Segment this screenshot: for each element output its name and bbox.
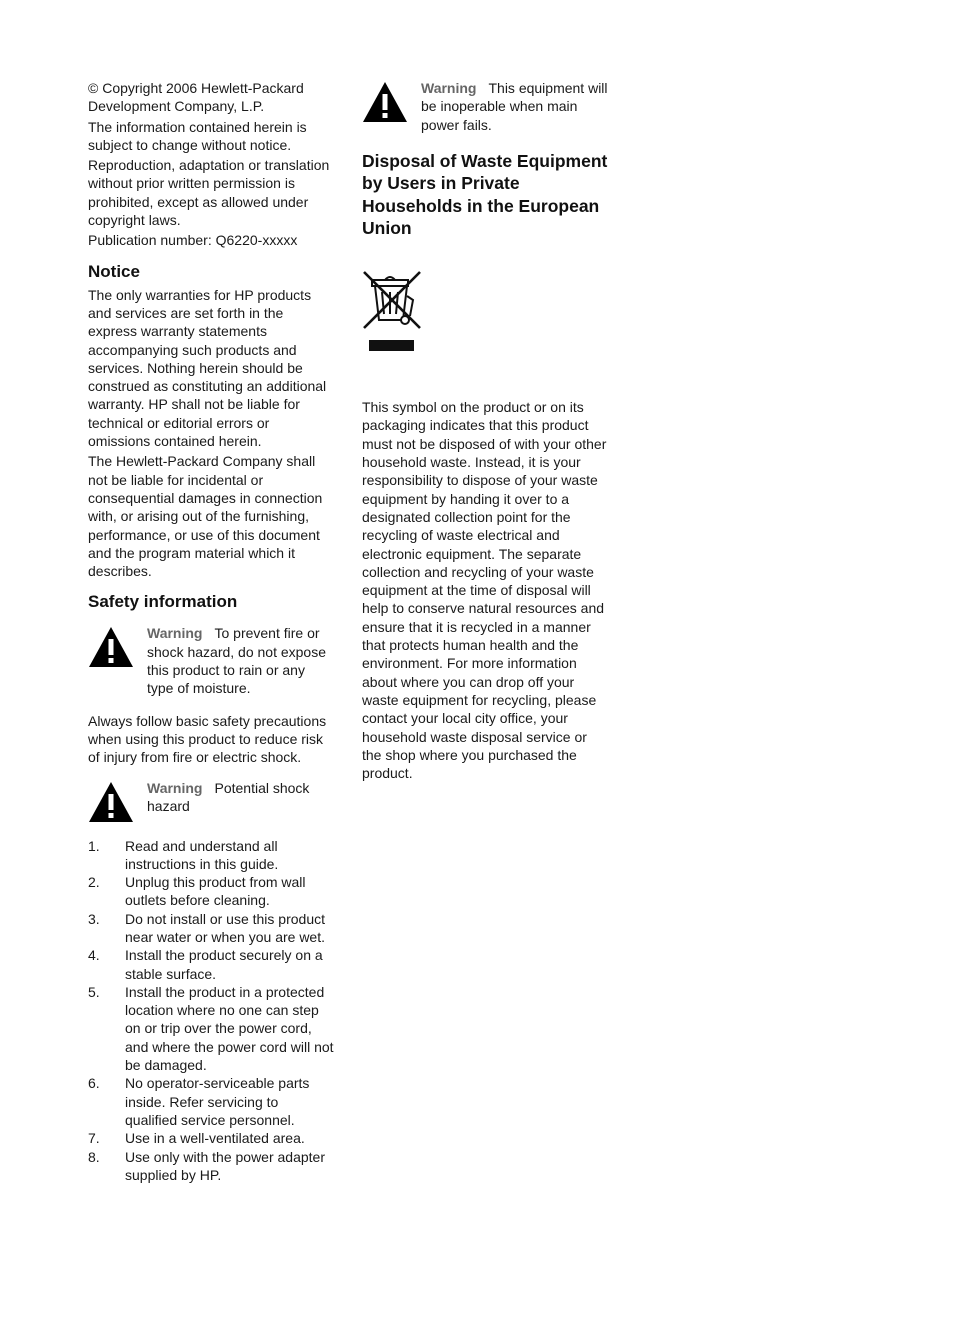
list-item [88,983,334,1074]
notice-heading: Notice [88,261,140,281]
list-text: Do not install or use this product near water or when you are wet. [125,910,325,945]
warning-label: Warning [421,80,477,96]
warning-message: This equipment will be inoperable when main power fails. [421,80,608,133]
warning-box [362,79,608,134]
safety-paragraph: Always follow basic safety precautions when using this product to reduce risk of injury from fire or electric shock. [88,712,327,766]
list-item [88,910,334,947]
list-text: Use only with the power adapter supplied by HP. [125,1148,325,1183]
right-column [362,79,608,784]
list-text: Unplug this product from wall outlets before cleaning. [125,874,306,909]
copyright-line: © Copyright 2006 Hewlett-Packard Development Company, L.P. [88,80,304,115]
warning-triangle-icon [362,81,408,123]
list-text: Read and understand all instructions in this guide. [125,837,279,872]
notice-paragraph: The Hewlett-Packard Company shall not be liable for incidental or consequential damages in connection with, or arising out of the furnishing, performance, or use of this document and the program material which it describes. [88,453,323,580]
left-column [88,79,334,1184]
list-item [88,1129,334,1147]
list-number: 2. [88,874,100,891]
warning-triangle-icon [88,781,134,823]
warning-box [88,624,334,697]
list-number: 7. [88,1130,100,1147]
list-text: Install the product in a protected location where no one can step on or trip over the power cord, and where the power cord will not be damaged. [125,983,334,1074]
warning-box [88,779,334,823]
crossed-out-wheelie-bin-icon [362,270,424,356]
list-number: 4. [88,947,100,964]
disposal-heading: Disposal of Waste Equipment by Users in Private Households in the European Union [362,150,608,239]
list-number: 8. [88,1148,100,1165]
list-number: 1. [88,837,100,854]
warning-message: To prevent fire or shock hazard, do not expose this product to rain or any type of moisture. [147,625,327,697]
list-item [88,1148,334,1185]
warning-triangle-icon [88,626,134,668]
publication-number: Publication number: Q6220-xxxxx [88,232,298,249]
disposal-paragraph: This symbol on the product or on its packaging indicates that this product must not be disposed of with your other household waste. Instead, it is your responsibility to dispose of your waste equipment by handing it over to a designated collection point for the recycling of waste electrical and electronic equipment. The separate collection and recycling of your waste equipment at the time of disposal will help to conserve natural resources and ensure that it is recycled in a manner that protects human health and the environment. For more information about where you can drop off your waste equipment for recycling, please contact your local city office, your household waste disposal service or the shop where you purchased the product. [362,399,607,782]
warning-text [421,79,608,134]
change-notice: The information contained herein is subject to change without notice. [88,118,307,153]
list-item [88,946,334,983]
list-text: No operator-serviceable parts inside. Refer servicing to qualified service personnel. [125,1075,310,1128]
list-text: Install the product securely on a stable surface. [125,947,323,982]
list-number: 6. [88,1075,100,1092]
list-number: 5. [88,983,100,1000]
list-item [88,1074,334,1129]
weee-symbol [362,270,608,360]
list-item [88,837,334,874]
warning-label: Warning [147,779,203,796]
warning-text [147,624,334,697]
list-number: 3. [88,910,100,927]
list-item [88,873,334,910]
warning-message: Potential shock hazard [147,779,310,814]
reproduction-notice: Reproduction, adaptation or translation without prior written permission is prohibited, except as allowed under copyright laws. [88,157,330,229]
warning-text [147,779,334,816]
warning-label: Warning [147,625,203,642]
safety-heading: Safety information [88,592,238,612]
notice-paragraph: The only warranties for HP products and services are set forth in the express warranty statements accompanying such products and services. Nothing herein should be construed as constituting an additional warranty. HP shall not be liable for technical or editorial errors or omissions contained herein. [88,286,327,450]
safety-instructions-list [88,837,334,1185]
list-text: Use in a well-ventilated area. [125,1130,305,1147]
